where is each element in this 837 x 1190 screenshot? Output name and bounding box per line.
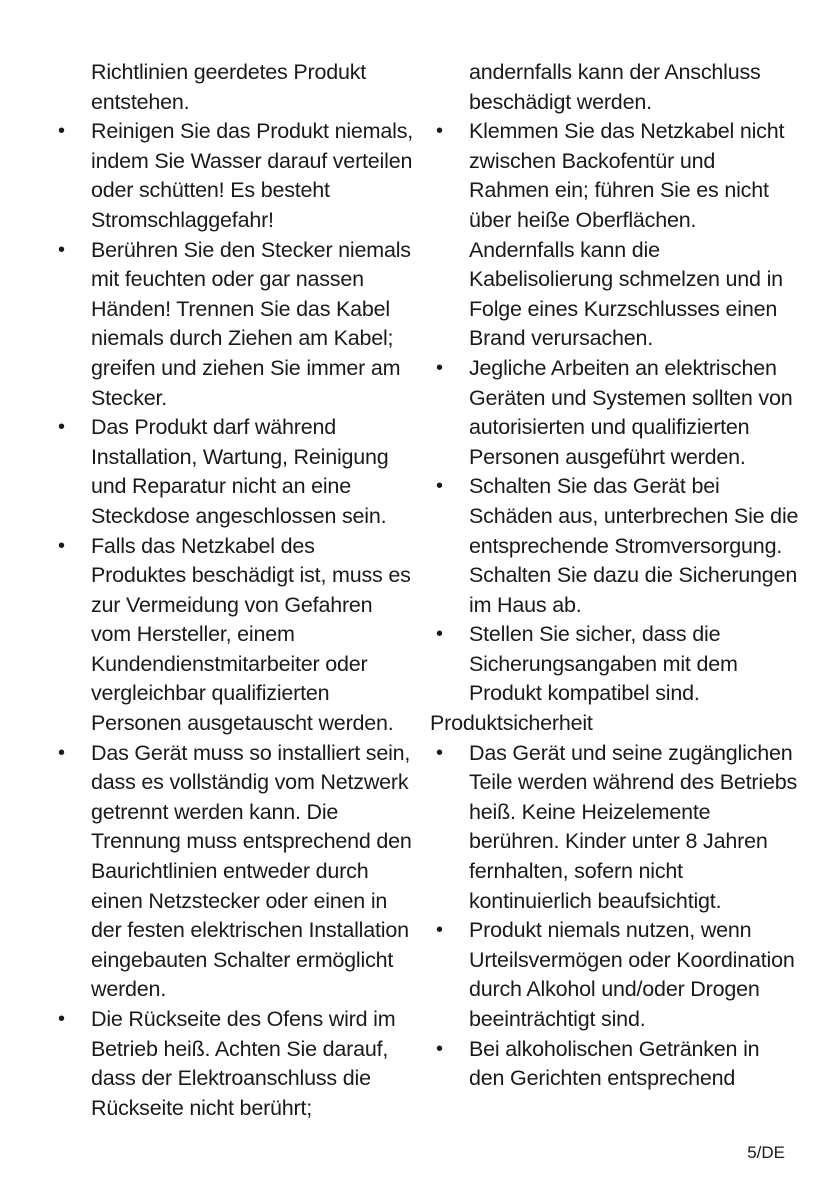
list-item — [52, 236, 414, 414]
list-item — [52, 532, 414, 739]
bullet-icon: • — [436, 356, 443, 379]
list-item — [430, 739, 800, 917]
list-item-text: Die Rückseite des Ofens wird im Betrieb heiß. Achten Sie darauf, dass der Elektroanschluss die Rückseite nicht berührt; — [91, 1007, 396, 1120]
bullet-list — [430, 117, 800, 709]
bullet-icon: • — [436, 120, 443, 143]
list-item — [52, 739, 414, 1005]
section-heading: Produktsicherheit — [430, 711, 593, 736]
list-item-text: Berühren Sie den Stecker niemals mit feuchten oder gar nassen Händen! Trennen Sie das Kabel niemals durch Ziehen am Kabel; greifen und ziehen Sie immer am Stecker. — [91, 237, 411, 410]
bullet-icon: • — [436, 623, 443, 646]
continuation-text: Richtlinien geerdetes Produkt entstehen. — [91, 60, 367, 114]
bullet-icon: • — [58, 416, 65, 439]
bullet-icon: • — [58, 120, 65, 143]
list-item-text: Das Gerät muss so installiert sein, dass es vollständig vom Netzwerk getrennt werden kann. Die Trennung muss entsprechend den Baurichtlinien entweder durch einen Netzstecker oder einen in der festen elektrischen Installation eingebauten Schalter ermöglicht werden. — [91, 740, 412, 1002]
bullet-list — [52, 117, 414, 1123]
list-item-text: Bei alkoholischen Getränken in den Gerichten entsprechend — [469, 1036, 760, 1091]
continuation-text: andernfalls kann der Anschluss beschädigt werden. — [469, 60, 761, 114]
list-item-text: Klemmen Sie das Netzkabel nicht zwischen Backofentür und Rahmen ein; führen Sie es nicht über heiße Oberflächen. Andernfalls kann die Kabelisolierung schmelzen und in Folge eines Kurzschlusses einen Brand verursachen. — [469, 119, 785, 351]
bullet-icon: • — [436, 475, 443, 498]
bullet-list — [430, 739, 800, 1094]
bullet-icon: • — [58, 1008, 65, 1030]
page-number: 5/DE — [747, 1143, 785, 1162]
list-item — [430, 354, 800, 472]
bullet-icon: • — [436, 741, 443, 764]
list-item — [52, 1005, 414, 1123]
list-item — [430, 620, 800, 709]
list-item-text: Schalten Sie das Gerät bei Schäden aus, unterbrechen Sie die entsprechende Stromversorgung. Schalten Sie dazu die Sicherungen im Haus ab. — [469, 474, 799, 617]
bullet-icon: • — [436, 919, 443, 942]
list-item — [430, 472, 800, 620]
list-item-text: Das Produkt darf während Installation, Wartung, Reinigung und Reparatur nicht an eine Steckdose angeschlossen sein. — [91, 415, 389, 528]
left-column — [52, 58, 414, 1123]
list-item-text: Jegliche Arbeiten an elektrischen Geräten und Systemen sollten von autorisierten und qualifizierten Personen ausgeführt werden. — [469, 355, 793, 469]
list-item — [52, 413, 414, 531]
bullet-icon: • — [436, 1037, 443, 1060]
bullet-icon: • — [58, 534, 65, 557]
list-item — [430, 1035, 800, 1094]
bullet-icon: • — [58, 741, 65, 764]
list-item-text: Produkt niemals nutzen, wenn Urteilsvermögen oder Koordination durch Alkohol und/oder Drogen beeinträchtigt sind. — [469, 918, 795, 1031]
list-item — [430, 117, 800, 354]
list-item — [430, 916, 800, 1034]
list-item-text: Das Gerät und seine zugänglichen Teile werden während des Betriebs heiß. Keine Heizelemente berühren. Kinder unter 8 Jahren fernhalten, sofern nicht kontinuierlich beaufsichtigt. — [469, 740, 798, 913]
list-item-text: Stellen Sie sicher, dass die Sicherungsangaben mit dem Produkt kompatibel sind. — [469, 622, 738, 706]
list-item-text: Falls das Netzkabel des Produktes beschädigt ist, muss es zur Vermeidung von Gefahren vom Hersteller, einem Kundendienstmitarbeiter oder vergleichbar qualifizierten Personen ausgetauscht werden. — [91, 533, 411, 736]
bullet-icon: • — [58, 238, 65, 261]
list-item-text: Reinigen Sie das Produkt niemals, indem Sie Wasser darauf verteilen oder schütten! Es besteht Stromschlaggefahr! — [91, 119, 414, 232]
right-column — [430, 58, 800, 1094]
list-item — [52, 117, 414, 235]
